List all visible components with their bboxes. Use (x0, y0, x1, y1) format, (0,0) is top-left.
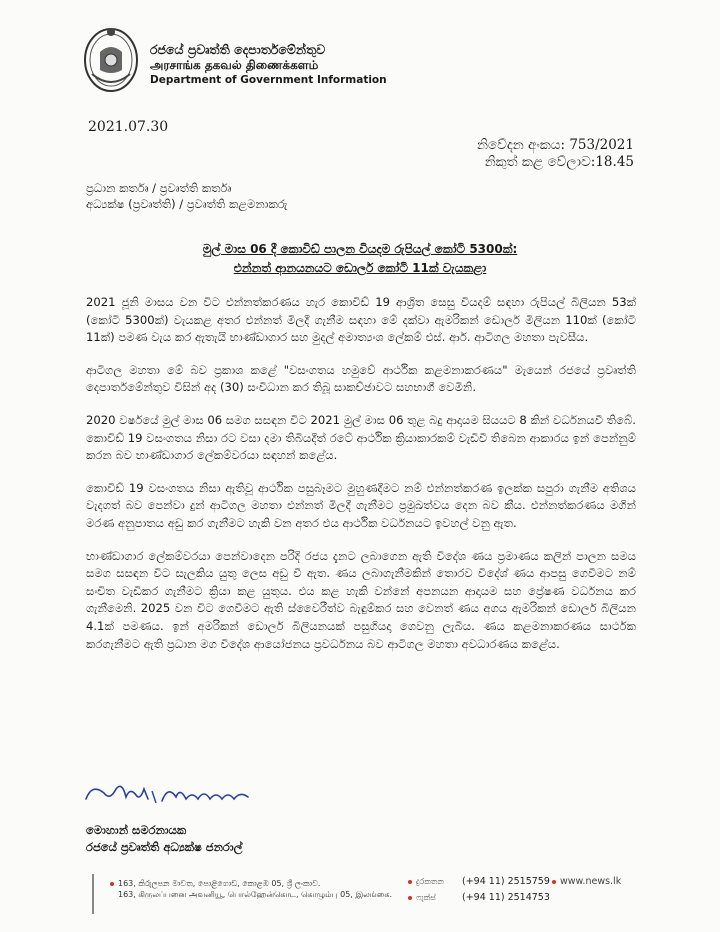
footer-contacts (408, 874, 550, 906)
fax-number: (+94 11) 2514753 (462, 892, 550, 903)
headline-line-1: මුල් මාස 06 දී කොවිඩ් පාලන වියදම රුපියල් කෝටි 5300ක්: (202, 242, 518, 256)
footer-address (110, 878, 392, 900)
phone-label: දුරකතන (416, 877, 444, 886)
letterhead-sinhala: රජයේ ප්‍රවෘත්ති දෙපාර්තමේන්තුව (150, 42, 326, 57)
fax-label: ෆැක්ස් (416, 893, 436, 902)
signatory-name: මොහාන් සමරනායක (86, 823, 187, 837)
footer (0, 868, 720, 932)
headline-line-2: එන්නත් ආනයනයට ඩොලර් කෝටි 11ක් වැයකළා (233, 261, 487, 275)
signatory-title: රජයේ ප්‍රවෘත්ති අධ්‍යක්ෂ ජනරාල් (86, 840, 243, 854)
reference-block (477, 137, 634, 171)
letterhead (82, 24, 412, 100)
release-date: 2021.07.30 (88, 119, 169, 135)
signatory (86, 822, 242, 856)
website-link[interactable]: www.news.lk (560, 876, 622, 887)
recipients (86, 180, 287, 212)
paragraph: ආටිගල මහතා මේ බව ප්‍රකාශ කළේ "වසංගතය හමුවේ ආර්ථික කළමනාකරණය" මැයෙන් රජයේ ප්‍රවෘත්ති දෙපාර්තමේන්තුව විසින් අද (30) සංවිධාන කර තිබූ සාකච්ඡාවට සහභාගී වෙමිනි. (86, 362, 636, 395)
paragraph: 2020 වර්ෂයේ මුල් මාස 06 සමග සසඳන විට 2021 මුල් මාස 06 තුළ බදු ආදායම සියයට 8 කින් වර්ධනයවී තිබේ. කොවිඩ් 19 වසංගතය නිසා රට වසා දමා තිබියදීත් රටේ ආර්ථික ක්‍රියාකාරකම් වැඩිවී තිබෙන ආකාරය ඉන් පෙන්නුම් කරන බව භාණ්ඩාගාර ලේකම්වරයා සඳහන් කළේය. (86, 412, 636, 463)
phone-number: (+94 11) 2515759 (462, 876, 550, 887)
address-line-1: 163, කිරුලපන මාවත, පොළිගොඩ, කොළඹ 05, ශ්‍රී ලංකාව. (118, 879, 321, 888)
headline (86, 240, 634, 278)
bullet-icon (110, 882, 114, 886)
handwritten-signature-icon (82, 775, 302, 815)
footer-divider (92, 874, 94, 914)
paragraph: 2021 ජූනි මාසය වන විට එන්නත්කරණය හැර කොවිඩ් 19 ආශ්‍රිත සෙසු වියදම් සඳහා රුපියල් බිලියන 53ක් (කෝටි 5300ක්) වැයකළ අතර එන්නත් මිලදී ගැනීම සඳහා මේ දක්වා ඇමරිකන් ඩොලර් මිලියන 110ක් (කෝටි 11ක්) පමණ වැය කර ඇතැයි භාණ්ඩාගාර සහ මුදල් අමාත්‍යංශ ලේකම් එස්. ආර්. ආටිගල මහතා පැවසීය. (86, 295, 636, 345)
release-number: නිවේදන අංකය: 753/2021 (476, 137, 634, 153)
footer-website (552, 876, 621, 887)
address-line-2: 163, கிருலப்பனை அவனியூ, பொல்ஹேன்கொட, கொழும்பு 05, இலங்கை. (118, 890, 393, 899)
phone-icon (408, 880, 412, 884)
government-emblem-icon (82, 24, 140, 94)
release-time: නිකුත් කළ වේලාව:18.45 (484, 154, 634, 170)
body-text (86, 294, 636, 668)
recipient-line: අධ්‍යක්ෂ (ප්‍රවෘත්ති) / ප්‍රවෘත්ති කළමනාකරු (86, 197, 288, 211)
letterhead-tamil: அரசாங்க தகவல் திணைக்களம் (150, 58, 319, 72)
paragraph: භාණ්ඩාගාර ලේකම්වරයා පෙන්වාදෙන පරිදි රජය දැනට ලබාගෙන ඇති විදේශ ණය ප්‍රමාණය කලින් පාලන සමය සමග සසඳන විට සැලකිය යුතු ලෙස අඩු වී ඇත. ණය ලබාගැනීමකින් තොරව විදේශ් ණය ආපසු ගෙවීමට නම් සංචිත වැඩිකර ගැනීමට ක්‍රියා කළ යුතුය. එය කළ හැකි වන්නේ අපනයන ආදායම සහ ප්‍රේෂණ වර්ධනය කර ගැනීමෙනි. 2025 වන විට ගෙවීමට ඇති ස්වෛරීත්ව බැඳුම්කර සහ වෙනත් ණය අගය ඇමරිකන් ඩොලර් බිලියන 4.1ක් පමණය. ඉන් අමරිකන් ඩොලර් බිලියනයක් පසුගියදා ගෙවනු ලැබීය. ණය කළමනාකරණය සාර්ථක කරගැනීමට ඇති ප්‍රධාන මග විදේශ ආයෝජනය ප්‍රවර්ධනය බව ආටිගල මහතා අවධාරණය කළේය. (86, 548, 636, 651)
letterhead-english: Department of Government Information (150, 74, 387, 86)
paragraph: කොවිඩ් 19 වසංගතය නිසා ඇතිවූ ආර්ථික පසුබෑමට මුහුණදීමට නම් එන්නත්කරණ ඉලක්ක සපුරා ගැනීම අතිශය වැදගත් බව පෙන්වා දුන් ආටිගල මහතා එන්නත් මිලදී ගැනීමට ප්‍රමුඛත්වය දෙන බව කීය. එන්නත්කරණය මගින් මරණ අනුපාතය අඩු කර ගැනීමට හැකි වන අතර එය ආර්ථික වර්ධනයට ඉවහල් වනු ඇත. (86, 480, 636, 530)
recipient-line: ප්‍රධාන කර්තෘ / ප්‍රවෘත්ති කර්තෘ (86, 181, 232, 195)
web-icon (552, 880, 556, 884)
fax-icon (408, 896, 412, 900)
